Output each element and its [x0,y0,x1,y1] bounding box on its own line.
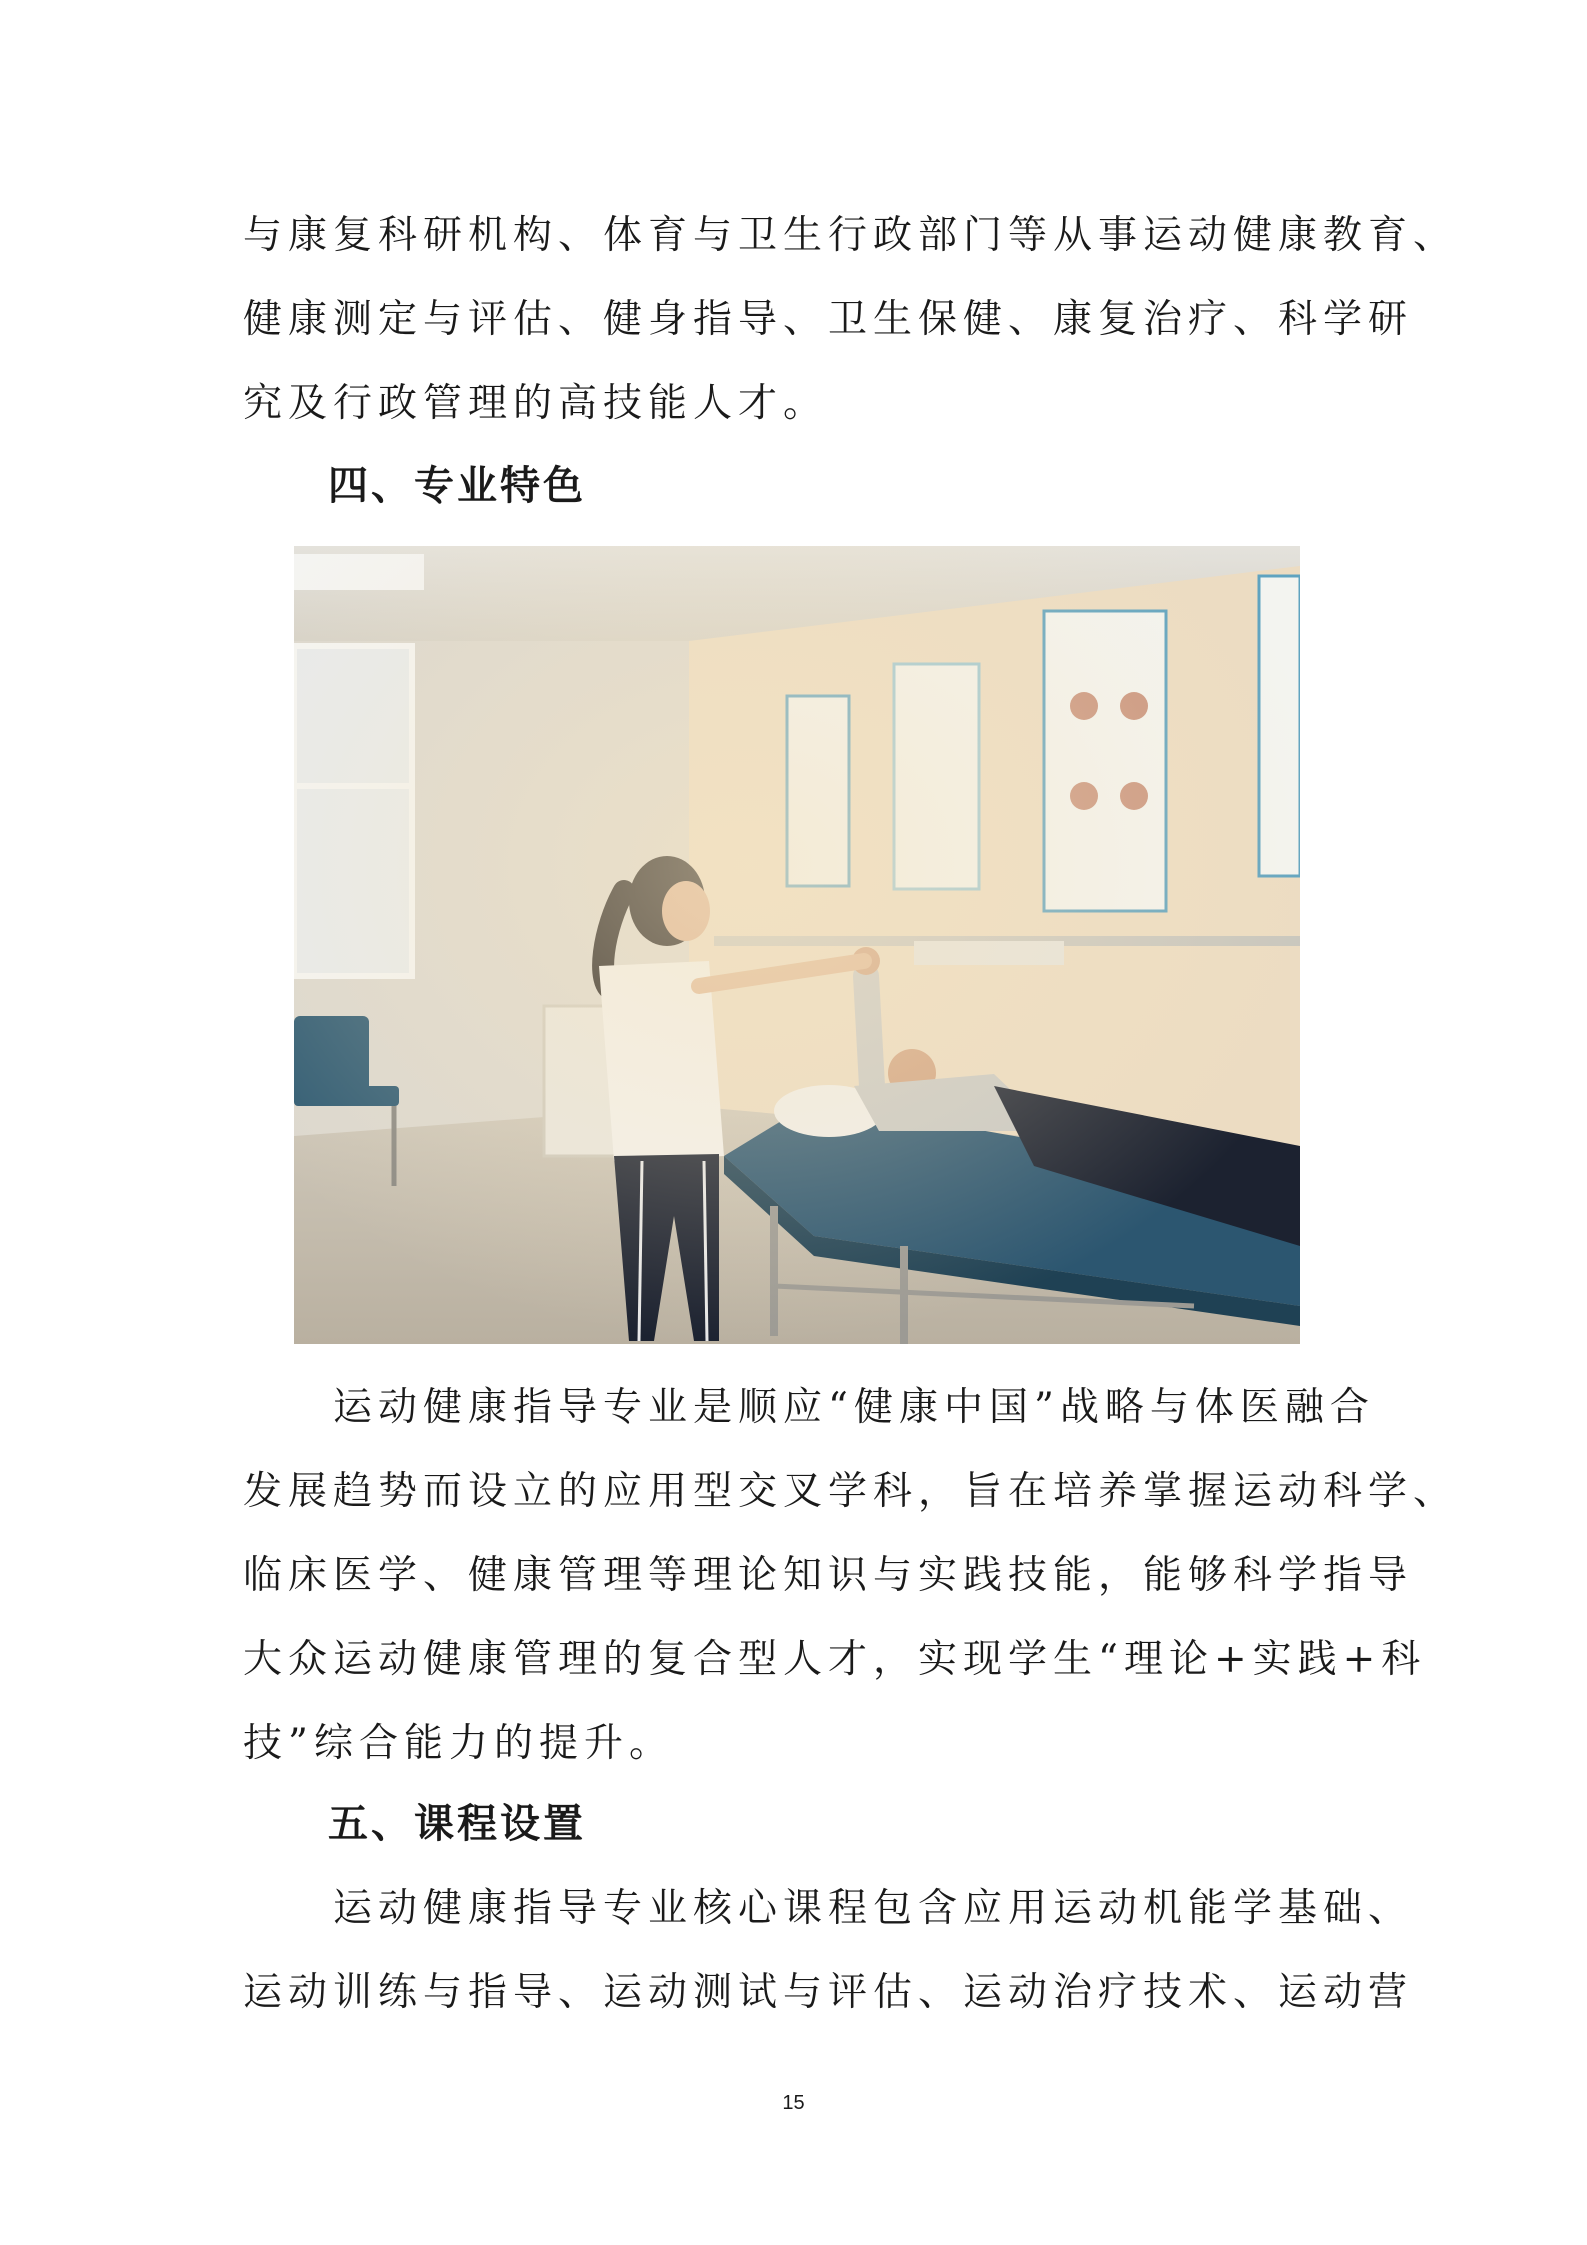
section-heading-curriculum: 五、课程设置 [328,1801,586,1847]
text-line: 临床医学、健康管理等理论知识与实践技能，能够科学指导 [243,1553,1414,1598]
text-line: 运动健康指导专业是顺应“健康中国”战略与体医融合 [243,1385,1375,1430]
intro-paragraph [243,194,1459,446]
text-line: 健康测定与评估、健身指导、卫生保健、康复治疗、科学研 [243,297,1414,342]
curriculum-paragraph [243,1867,1414,2035]
text-line: 运动健康指导专业核心课程包含应用运动机能学基础、 [243,1886,1414,1931]
text-line: 究及行政管理的高技能人才。 [243,381,829,426]
text-line: 发展趋势而设立的应用型交叉学科，旨在培养掌握运动科学、 [243,1469,1459,1514]
text-line: 运动训练与指导、运动测试与评估、运动治疗技术、运动营 [243,1970,1414,2015]
section-heading-features: 四、专业特色 [328,463,586,509]
rehabilitation-photo [294,546,1300,1344]
features-paragraph [243,1366,1459,1786]
photo-illustration [294,546,1300,1344]
text-line: 与康复科研机构、体育与卫生行政部门等从事运动健康教育、 [243,213,1459,258]
text-line: 技”综合能力的提升。 [243,1721,674,1766]
page-number: 15 [782,2092,805,2114]
text-line: 大众运动健康管理的复合型人才，实现学生“理论+实践+科 [243,1637,1427,1682]
